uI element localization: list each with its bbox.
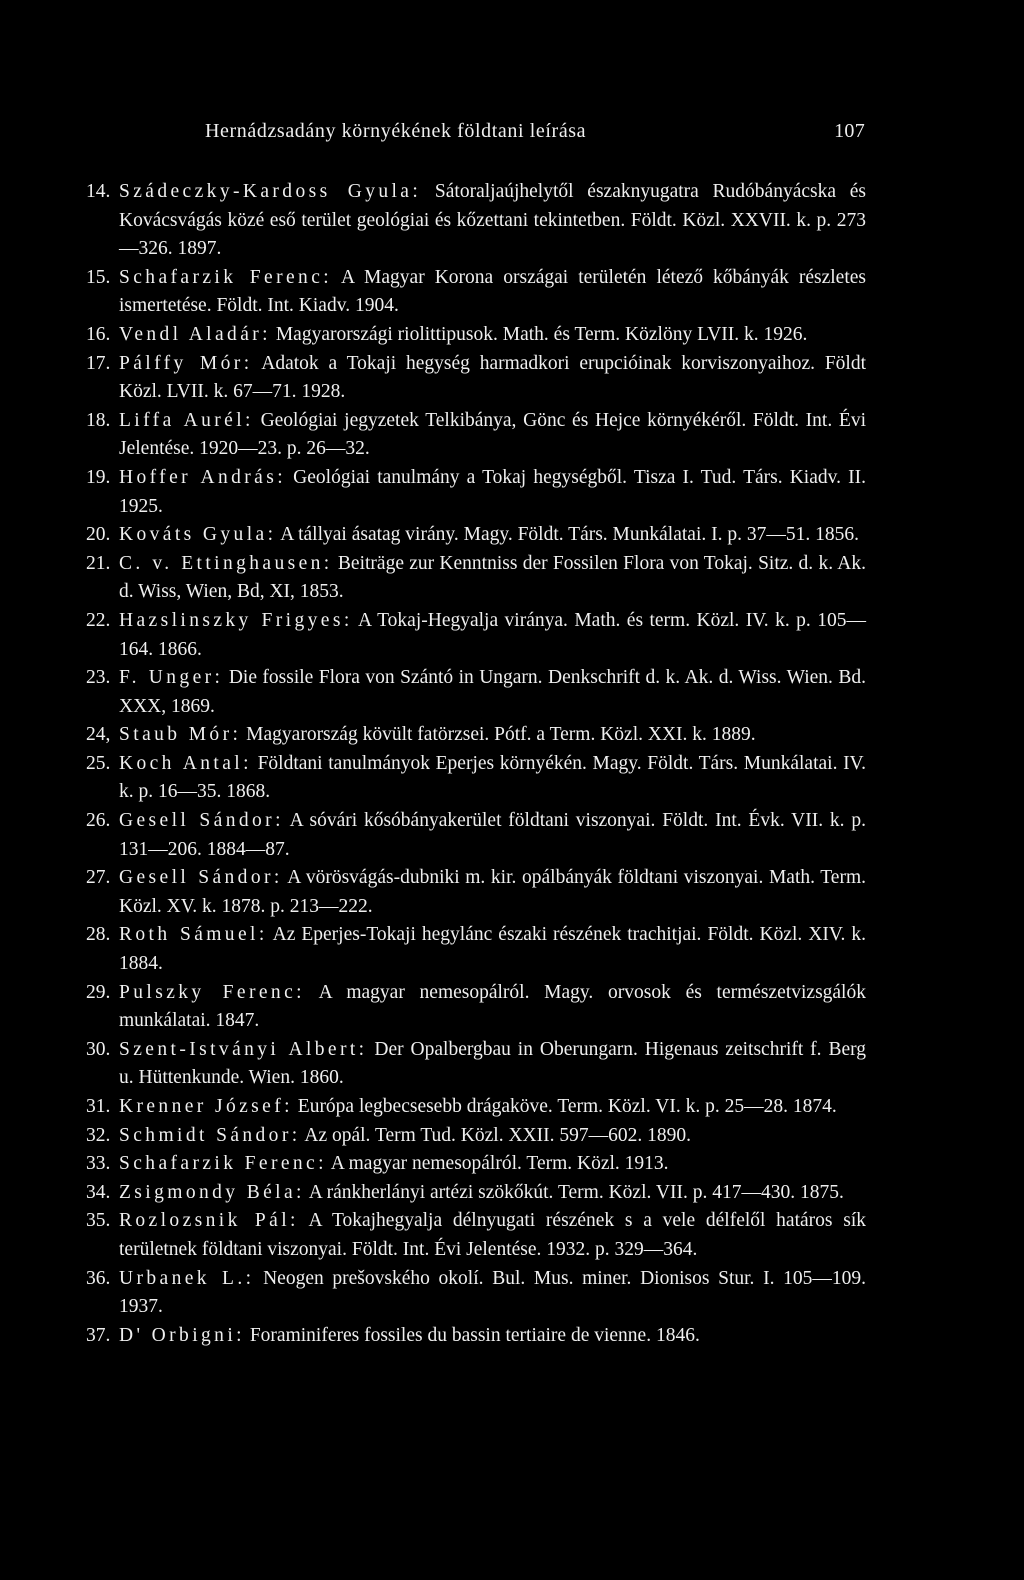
reference-number: 25.: [86, 752, 111, 774]
reference-author: Staub Mór:: [119, 724, 242, 746]
reference-number: 30.: [86, 1038, 111, 1060]
reference-item: [86, 407, 866, 464]
reference-text: Földtani tanulmányok Eperjes környékén. Magy. Földt. Társ. Munkálatai. IV. k. p. 16—35. 1868.: [119, 752, 867, 803]
reference-text: Der Opalbergbau in Oberungarn. Higenaus zeitschrift f. Berg u. Hüttenkunde. Wien. 1860.: [119, 1038, 866, 1089]
reference-text: Sátoraljaújhelytől északnyugatra Rudóbányácska és Kovácsvágás közé eső terület geológiai és kőzettani tekintetben. Földt. Közl. XXVII. k. p. 273—326. 1897.: [119, 181, 866, 260]
reference-number: 36.: [86, 1267, 111, 1289]
reference-item: [86, 1093, 866, 1122]
reference-text: Magyarország kövült fatörzsei. Pótf. a Term. Közl. XXI. k. 1889.: [246, 724, 756, 746]
reference-text: A magyar nemesopálról. Term. Közl. 1913.: [330, 1153, 669, 1175]
reference-item: [86, 607, 866, 664]
reference-text: Magyarországi riolittipusok. Math. és Term. Közlöny LVII. k. 1926.: [275, 323, 808, 345]
reference-number: 24,: [86, 724, 111, 746]
reference-item: [86, 464, 866, 521]
reference-item: [86, 178, 866, 264]
reference-number: 15.: [86, 266, 111, 288]
reference-number: 16.: [86, 323, 111, 345]
reference-item: [86, 921, 866, 978]
reference-author: Gesell Sándor:: [119, 867, 283, 889]
reference-text: Geológiai tanulmány a Tokaj hegységből. Tisza I. Tud. Társ. Kiadv. II. 1925.: [119, 466, 866, 517]
reference-author: Liffa Aurél:: [119, 409, 254, 431]
reference-number: 23.: [86, 667, 111, 689]
reference-author: Pulszky Ferenc:: [119, 981, 305, 1003]
reference-item: [86, 664, 866, 721]
reference-item: [86, 350, 866, 407]
reference-number: 26.: [86, 810, 111, 832]
running-header: [205, 120, 865, 143]
reference-author: Zsigmondy Béla:: [119, 1181, 305, 1203]
reference-author: Vendl Aladár:: [119, 323, 271, 345]
reference-item: [86, 1322, 866, 1351]
reference-author: Szent-Istványi Albert:: [119, 1038, 368, 1060]
reference-number: 17.: [86, 352, 111, 374]
reference-item: [86, 1122, 866, 1151]
reference-item: [86, 721, 866, 750]
reference-text: Neogen prešovského okolí. Bul. Mus. miner. Dionisos Stur. I. 105—109. 1937.: [119, 1267, 866, 1318]
reference-text: A sóvári kősóbányakerület földtani viszonyai. Földt. Int. Évk. VII. k. p. 131—206. 1884—87.: [119, 810, 867, 860]
page-header-title: Hernádzsadány környékének földtani leírása: [205, 120, 587, 142]
reference-number: 34.: [86, 1181, 111, 1203]
reference-number: 35.: [86, 1210, 111, 1232]
reference-text: A ránkherlányi artézi szökőkút. Term. Közl. VII. p. 417—430. 1875.: [308, 1181, 844, 1203]
reference-text: Európa legbecsesebb drágaköve. Term. Közl. VI. k. p. 25—28. 1874.: [297, 1096, 837, 1117]
reference-number: 31.: [86, 1096, 111, 1117]
reference-number: 20.: [86, 524, 111, 546]
reference-item: [86, 750, 866, 807]
reference-number: 29.: [86, 981, 111, 1003]
reference-item: [86, 264, 866, 321]
reference-number: 32.: [86, 1124, 111, 1146]
reference-author: Pálffy Mór:: [119, 352, 253, 374]
reference-text: Beiträge zur Kenntniss der Fossilen Flora von Tokaj. Sitz. d. k. Ak. d. Wiss, Wien, Bd, XI, 1853.: [119, 552, 867, 603]
reference-author: Krenner József:: [119, 1096, 293, 1117]
reference-text: Die fossile Flora von Szántó in Ungarn. Denkschrift d. k. Ak. d. Wiss. Wien. Bd. XXX, 1869.: [119, 667, 866, 717]
reference-author: Gesell Sándor:: [119, 810, 284, 832]
reference-number: 28.: [86, 924, 111, 946]
reference-number: 33.: [86, 1153, 111, 1175]
reference-author: Urbanek L.:: [119, 1267, 255, 1289]
reference-text: A vörösvágás-dubniki m. kir. opálbányák földtani viszonyai. Math. Term. Közl. XV. k. 1878. p. 213—222.: [119, 867, 866, 917]
reference-number: 37.: [86, 1324, 111, 1346]
reference-author: F. Unger:: [119, 667, 224, 689]
reference-item: [86, 521, 866, 550]
reference-author: Schafarzik Ferenc:: [119, 266, 333, 288]
reference-text: Foraminiferes fossiles du bassin tertiaire de vienne. 1846.: [249, 1324, 700, 1346]
reference-text: A magyar nemesopálról. Magy. orvosok és természetvizsgálók munkálatai. 1847.: [119, 981, 866, 1032]
reference-text: A tállyai ásatag virány. Magy. Földt. Társ. Munkálatai. I. p. 37—51. 1856.: [280, 524, 859, 546]
reference-list: [86, 178, 866, 1350]
reference-item: [86, 1207, 866, 1264]
reference-author: Kováts Gyula:: [119, 524, 277, 546]
reference-text: Geológiai jegyzetek Telkibánya, Gönc és Hejce környékéről. Földt. Int. Évi Jelentése. 1920—23. p. 26—32.: [119, 409, 866, 460]
reference-author: Roth Sámuel:: [119, 924, 268, 946]
reference-author: Schmidt Sándor:: [119, 1124, 301, 1146]
reference-number: 21.: [86, 552, 111, 574]
reference-item: [86, 864, 866, 921]
reference-author: Koch Antal:: [119, 752, 252, 774]
reference-item: [86, 550, 866, 607]
page-number: 107: [834, 120, 865, 142]
reference-text: A Magyar Korona országai területén létező kőbányák részletes ismertetése. Földt. Int. Kiadv. 1904.: [119, 266, 866, 317]
reference-number: 18.: [86, 409, 111, 431]
reference-number: 19.: [86, 466, 111, 488]
reference-item: [86, 1265, 866, 1322]
reference-author: Rozlozsnik Pál:: [119, 1210, 299, 1232]
reference-number: 14.: [86, 181, 111, 202]
reference-item: [86, 1150, 866, 1179]
reference-author: Schafarzik Ferenc:: [119, 1153, 327, 1175]
reference-number: 27.: [86, 867, 111, 889]
reference-author: Hazslinszky Frigyes:: [119, 609, 353, 631]
reference-author: Szádeczky-Kardoss Gyula:: [119, 181, 422, 202]
reference-text: Az Eperjes-Tokaji hegylánc északi részének trachitjai. Földt. Közl. XIV. k. 1884.: [119, 924, 866, 975]
reference-text: A Tokajhegyalja délnyugati részének s a vele délfelől határos sík területnek földtani viszonyai. Földt. Int. Évi Jelentése. 1932. p. 329—364.: [119, 1210, 867, 1260]
reference-item: [86, 979, 866, 1036]
reference-author: Hoffer András:: [119, 466, 287, 488]
reference-author: D' Orbigni:: [119, 1324, 245, 1346]
reference-author: C. v. Ettinghausen:: [119, 552, 333, 574]
reference-item: [86, 1036, 866, 1093]
reference-text: Az opál. Term Tud. Közl. XXII. 597—602. 1890.: [304, 1124, 691, 1146]
reference-item: [86, 807, 866, 864]
reference-text: Adatok a Tokaji hegység harmadkori erupcióinak korviszonyaihoz. Földt Közl. LVII. k. 67—71. 1928.: [119, 352, 867, 403]
reference-item: [86, 1179, 866, 1208]
reference-item: [86, 321, 866, 350]
reference-number: 22.: [86, 609, 111, 631]
reference-text: A Tokaj-Hegyalja viránya. Math. és term. Közl. IV. k. p. 105—164. 1866.: [119, 609, 866, 660]
